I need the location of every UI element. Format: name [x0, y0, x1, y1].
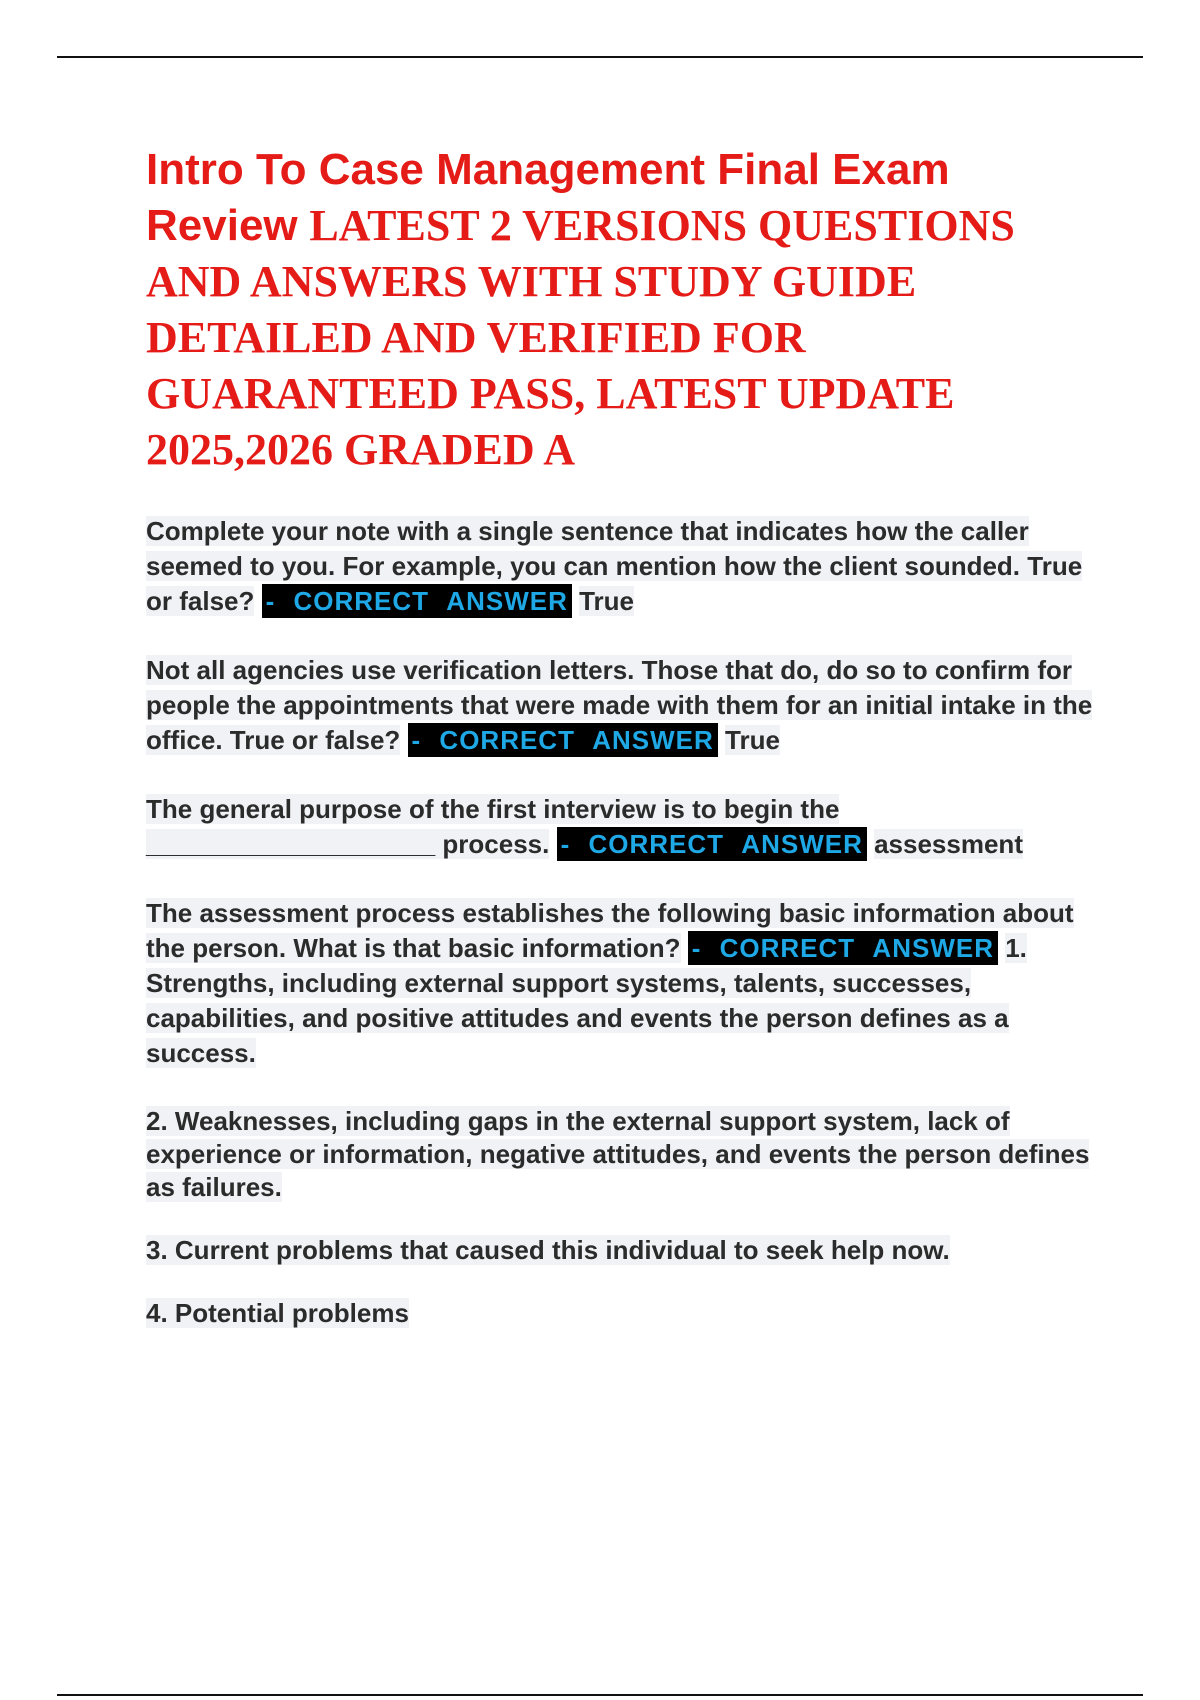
footer-rule	[57, 1694, 1143, 1696]
correct-answer-label: - CORRECT ANSWER	[408, 723, 718, 757]
document-title	[146, 142, 1106, 478]
qa-item	[146, 653, 1106, 758]
continuation-text: 4. Potential problems	[146, 1298, 409, 1328]
answer-text: assessment	[874, 829, 1023, 859]
question-text: The assessment process establishes the following basic information about the person. What is that basic information?	[146, 898, 1074, 963]
qa-item	[146, 514, 1106, 619]
question-text: The general purpose of the first interview is to begin the ____________________ process.	[146, 794, 840, 859]
correct-answer-label: - CORRECT ANSWER	[688, 931, 998, 965]
answer-continuation-item	[146, 1297, 1106, 1330]
title-serif-part: LATEST 2 VERSIONS QUESTIONS AND ANSWERS WITH STUDY GUIDE DETAILED AND VERIFIED FOR GUARANTEED PASS, LATEST UPDATE 2025,2026 GRADED A	[146, 201, 1015, 474]
qa-item	[146, 896, 1106, 1071]
answer-text: True	[725, 725, 780, 755]
answer-text: True	[579, 586, 635, 616]
question-text: Not all agencies use verification letters. Those that do, do so to confirm for people the appointments that were made with them for an initial intake in the office. True or false?	[146, 655, 1093, 755]
document-body	[146, 142, 1106, 1360]
qa-item	[146, 792, 1106, 862]
header-rule	[57, 56, 1143, 58]
title-sans-part: Intro To Case Management Final Exam Review	[146, 145, 950, 250]
correct-answer-label: - CORRECT ANSWER	[262, 584, 572, 618]
answer-continuation-item	[146, 1105, 1106, 1204]
question-text: Complete your note with a single sentence that indicates how the caller seemed to you. For example, you can mention how the client sounded. True or false?	[146, 516, 1083, 616]
continuation-text: 2. Weaknesses, including gaps in the external support system, lack of experience or information, negative attitudes, and events the person defines as failures.	[146, 1106, 1090, 1202]
correct-answer-label: - CORRECT ANSWER	[557, 827, 867, 861]
answer-continuation-item	[146, 1234, 1106, 1267]
continuation-text: 3. Current problems that caused this individual to seek help now.	[146, 1235, 950, 1265]
answer-text: 1. Strengths, including external support systems, talents, successes, capabilities, and positive attitudes and events the person defines as a success.	[146, 933, 1027, 1068]
